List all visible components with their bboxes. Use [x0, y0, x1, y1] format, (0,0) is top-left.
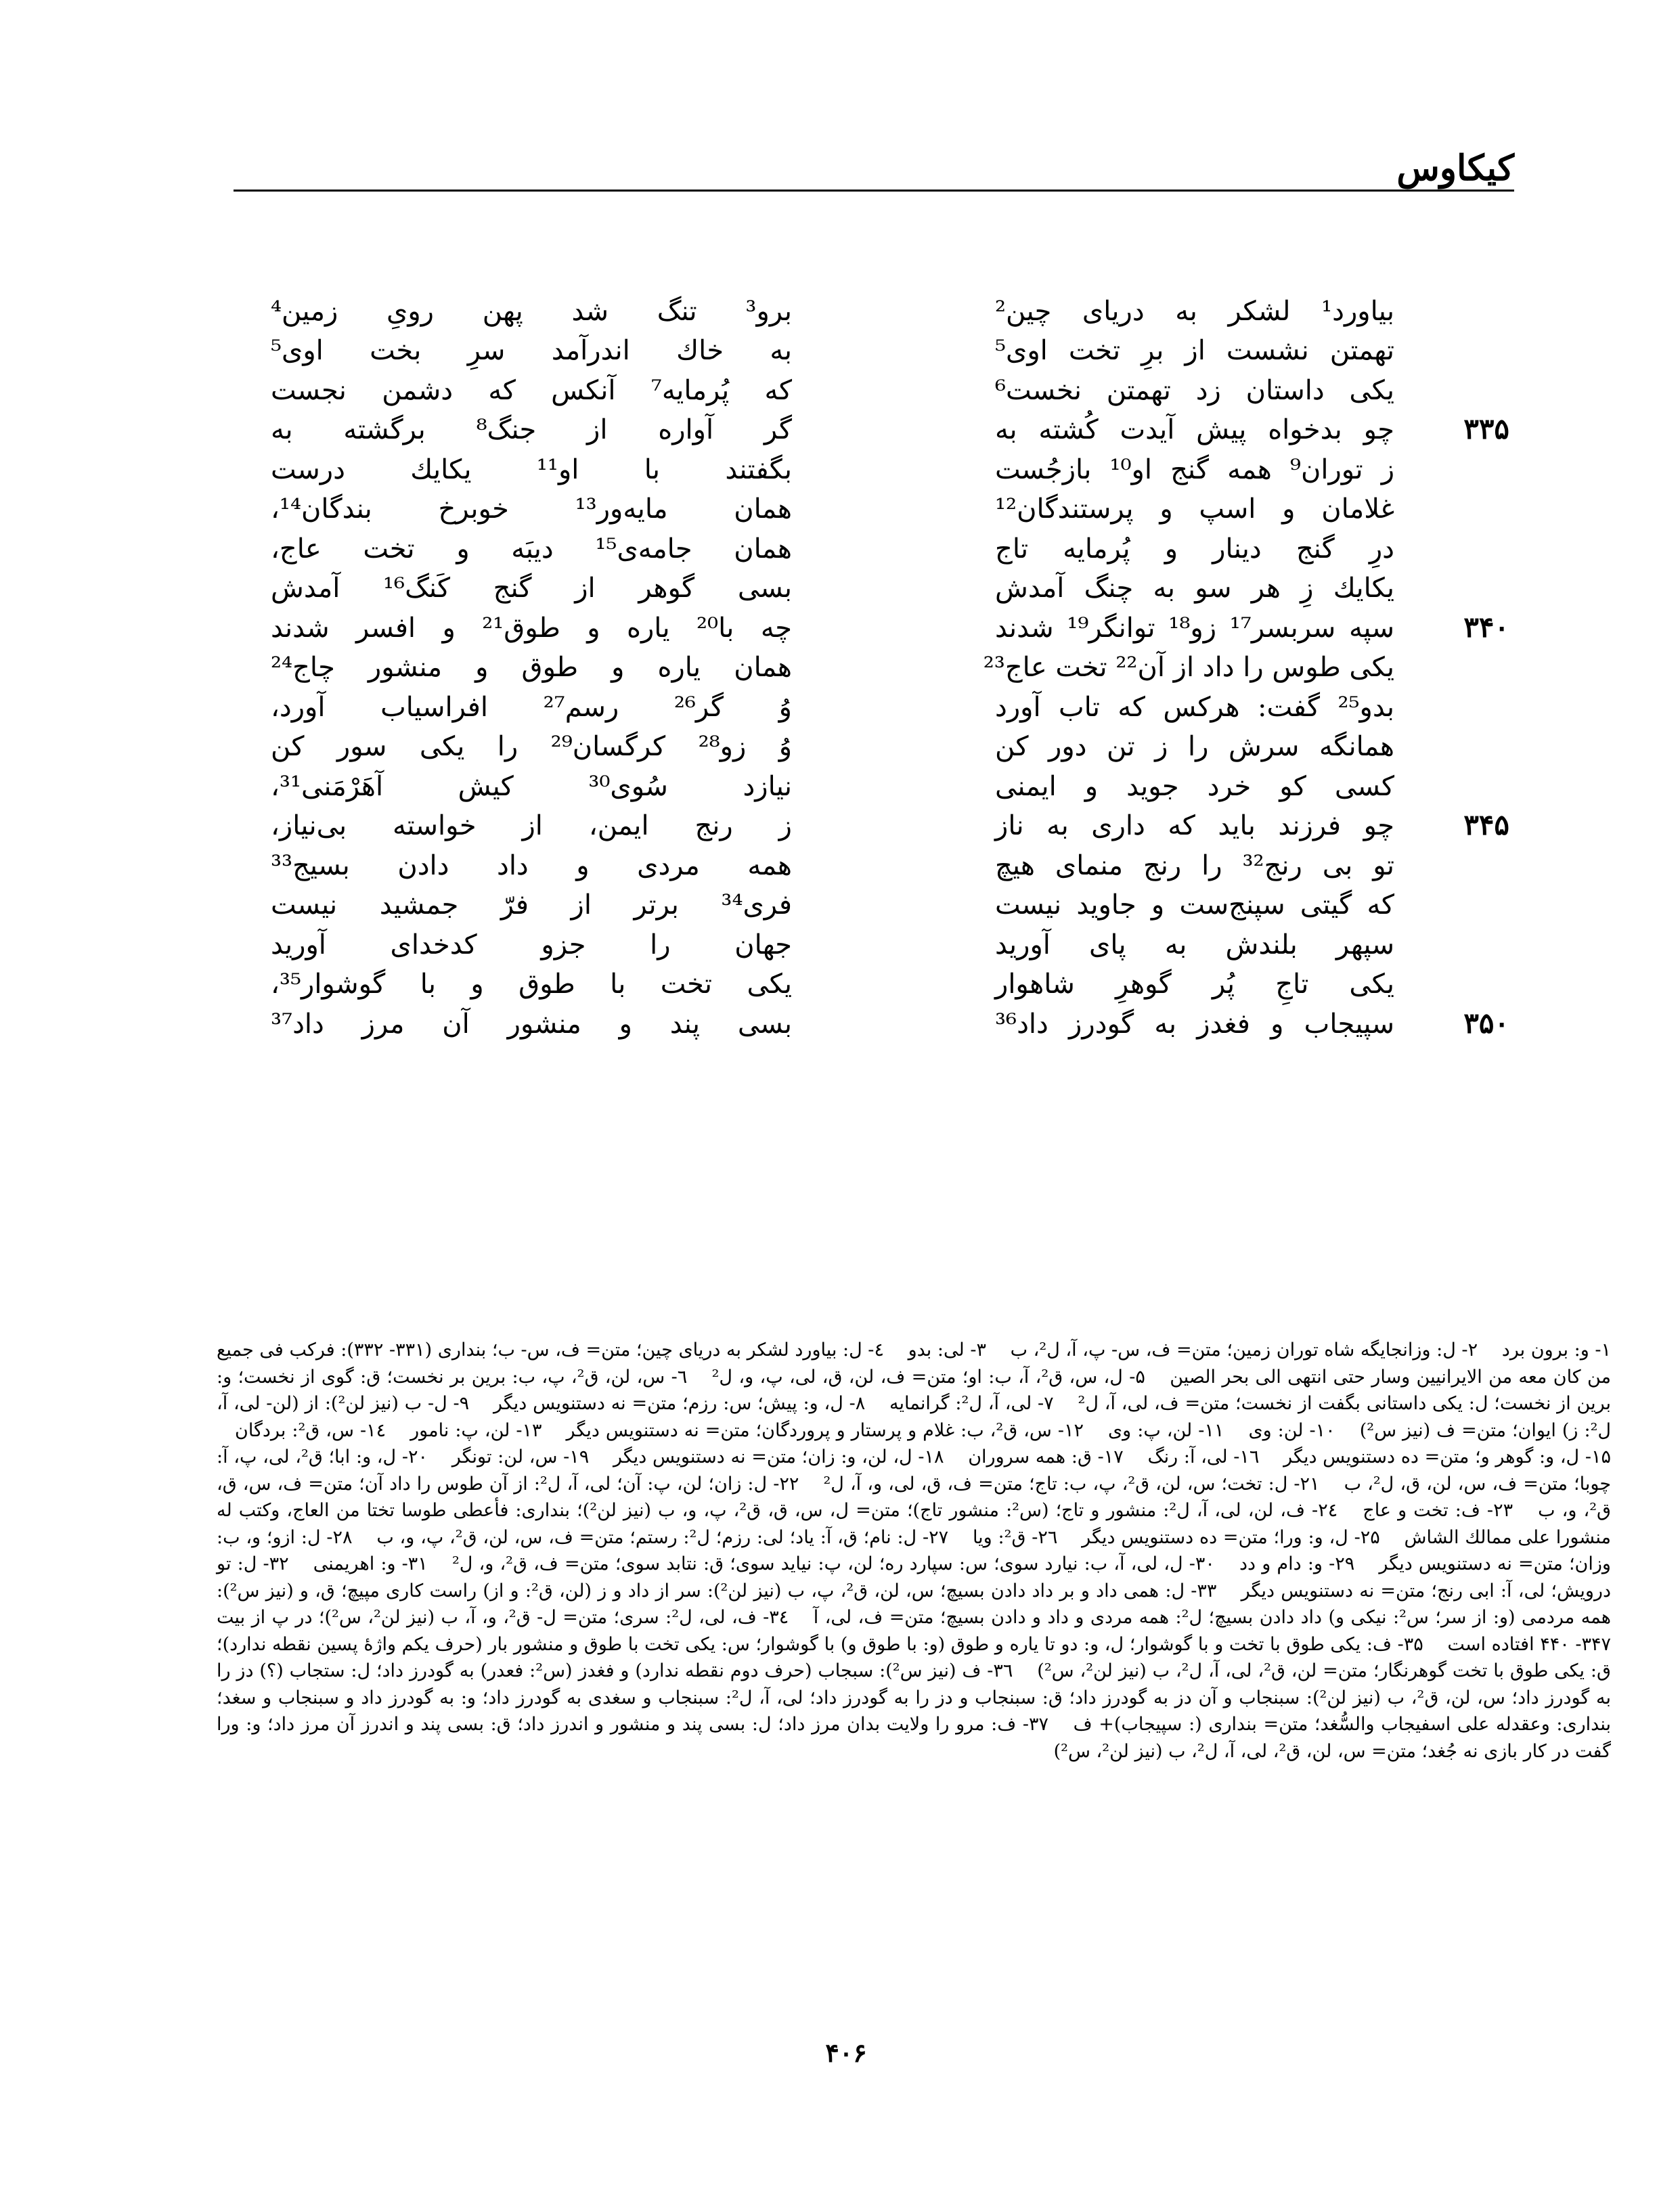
- verse-row: [223, 291, 1509, 331]
- verse-row: [223, 965, 1509, 1004]
- footnote: ۳۰- ل، لی، آ، ب: نیارد سوی؛ س: سپارد ره؛ لن، پ: نیاید سوی؛ ق: نتابد سوی؛ متن= ف، ق²، و، ل²: [451, 1553, 1215, 1574]
- second-hemistich: بسی پند و منشور آن مرز داد³⁷: [271, 1008, 792, 1040]
- chapter-title: کیکاوس: [1396, 148, 1514, 189]
- verse-row: [223, 449, 1509, 489]
- second-hemistich: که پُرمایه⁷ آنکس که دشمن نجست: [271, 374, 792, 406]
- first-hemistich: سپهر بلندش به پای آورید: [995, 929, 1394, 960]
- footnote: ۱۳- لن، پ: نامور: [410, 1419, 542, 1441]
- footnote: ۳۵- ف: یکی طوق با تخت و با گوشوار؛ ل، و: دو تا یاره و طوق (و: با طوق و) با گوشوار؛ س: یکی تخت با طوق و منشور بار (حرف یکم واژهٔ پسین نقطه ندارد)؛ ق: یکی طوق با تخت گوهرنگار؛ متن= لن، ق²، لی، آ، ل²، ب (نیز لن²، س²): [217, 1633, 1611, 1681]
- second-hemistich: همان یاره و طوق و منشور چاج²⁴: [271, 652, 792, 683]
- footnote: ۲۵- ل، و: ورا؛ متن= ده دستنویس دیگر: [1082, 1526, 1380, 1548]
- second-hemistich: همان مایه‌ور¹³ خوبرخ بندگان¹⁴،: [271, 493, 792, 525]
- footnote: ۱٤- س، ق²: بردگان: [235, 1419, 386, 1441]
- footnote: ۸- ل، و: پیش؛ س: رزم؛ متن= نه دستنویس دیگر: [493, 1393, 866, 1414]
- verse-row: [223, 1004, 1509, 1044]
- verse-number: ۳۵۰: [1463, 1006, 1509, 1040]
- first-hemistich: درِ گنج دینار و پُرمایه تاج: [995, 533, 1394, 565]
- verse-number: ۳۴۰: [1463, 610, 1509, 644]
- second-hemistich: چه با²⁰ یاره و طوق²¹ و افسر شدند: [271, 612, 793, 644]
- first-hemistich: یکی تاجِ پُر گوهرِ شاهوار: [995, 969, 1394, 1000]
- footnote: ۳۲- ل: تو درویش؛ لی، آ: ابی رنج؛ متن= نه دستنویس دیگر: [217, 1553, 1611, 1601]
- footnote: ۱٦- لی، آ: رنگ: [1147, 1446, 1260, 1467]
- footnote: ۳٤- ف، لی، ل²: سری؛ متن= ل- ق²، و، آ، ب (نیز لن²، س²)؛ در پ از بیت ۳۴۷- ۴۴۰ افتاده است: [217, 1607, 1611, 1655]
- second-hemistich: وُ گر²⁶ رسم²⁷ افراسیاب آورد،: [271, 691, 792, 723]
- footnote: ۳٦- ف (نیز س²): سبجاب (حرف دوم نقطه ندارد) و فغدز (س²: فعدر) به گودرز داد؛ ل: ستجاب (؟) دز را به گودرز داد؛ س، لن، ق²، ب (نیز لن²): سبنجاب و آن دز به گودرز داد؛ ق: سبنجاب و دز را به گودرز داد؛ لی، آ، ل²: سبنجاب و سغدی به گودرز داد؛ و: به گودرز داد و سبنجاب و سغد؛ بنداری: وعقدله علی اسفیجاب والسُّغد؛ متن= بنداری (: سپیجاب)+ ف: [217, 1660, 1611, 1735]
- first-hemistich: کسی کو خرد جوید و ایمنی: [995, 770, 1394, 802]
- second-hemistich: گر آواره از جنگ⁸ برگشته به: [271, 414, 792, 445]
- footnote: ۲۱- ل: تخت؛ س، لن، ق²، پ، ب: تاج؛ متن= ف، ق، لی، و، آ، ل²: [823, 1473, 1320, 1495]
- second-hemistich: وُ زو²⁸ کرگسان²⁹ را یکی سور کن: [271, 731, 793, 762]
- footnote: ۳۱- و: اهریمنی: [313, 1553, 428, 1574]
- footnote: ۱۲- س، ق²، ب: غلام و پرستار و پروردگان؛ متن= نه دستنویس دیگر: [566, 1419, 1084, 1441]
- footnote: ۱- و: برون برد: [1501, 1340, 1612, 1361]
- first-hemistich: یکی داستان زد تهمتن نخست⁶: [995, 374, 1394, 406]
- verse-row: [223, 727, 1509, 767]
- footnote: ۷- لی، آ، ل²: گرانمایه: [889, 1393, 1054, 1414]
- footnote: ۳- لی: بدو: [908, 1340, 986, 1361]
- verse-row: [223, 648, 1509, 688]
- second-hemistich: جهان را جزو کدخدای آورید: [271, 929, 792, 960]
- second-hemistich: بسی گوهر از گنج کَنگ¹⁶ آمدش: [271, 573, 792, 604]
- verse-row: [223, 806, 1509, 846]
- second-hemistich: فری³⁴ برتر از فرّ جمشید نیست: [271, 889, 792, 921]
- footnote: ٤- ل: بیاورد لشکر به دریای چین؛ متن= ف، س- ب؛ بنداری (۳۳۱- ۳۳۲): فرکب فی جمیع من کان معه من الایرانیین وسار حتی انتهی الی بحر الصین: [217, 1340, 1612, 1388]
- first-hemistich: یکایك زِ هر سو به چنگ آمدش: [995, 573, 1394, 604]
- first-hemistich: همانگه سرش را ز تن دور کن: [995, 731, 1394, 762]
- verse-row: [223, 925, 1509, 965]
- footnote: ۲۸- ل: ازو؛ و، ب: وزان؛ متن= نه دستنویس دیگر: [217, 1526, 1611, 1574]
- verse-row: [223, 489, 1509, 529]
- footnote: ۲۰- ل، و: ابا؛ ق²، لی، پ، آ: چوبا؛ متن= ف، س، لن، ق، ل²، ب: [217, 1446, 1612, 1495]
- first-hemistich: سپه سربسر¹⁷ زو¹⁸ توانگر¹⁹ شدند: [995, 612, 1395, 644]
- first-hemistich: ز توران⁹ همه گنج او¹⁰ بازجُست: [995, 454, 1395, 485]
- first-hemistich: چو فرزند باید که داری به ناز: [995, 810, 1394, 841]
- verse-number: ۳۳۵: [1463, 412, 1509, 445]
- first-hemistich: بیاورد¹ لشکر به دریای چین²: [995, 295, 1394, 327]
- footnote: ۱۰- لن: وی: [1248, 1419, 1335, 1441]
- second-hemistich: بگفتند با او¹¹ یکایك درست: [271, 454, 792, 485]
- first-hemistich: غلامان و اسپ و پرستندگان¹²: [995, 493, 1394, 525]
- footnote: ۲۹- و: دام و دد: [1239, 1553, 1355, 1574]
- footnote: ۲- ل: وزانجایگه شاه توران زمین؛ متن= ف، س- پ، آ، ل²، ب: [1010, 1340, 1478, 1361]
- page-number: ۴۰۶: [825, 2037, 867, 2068]
- verse-row: [223, 845, 1509, 885]
- verse-row: [223, 331, 1509, 371]
- first-hemistich: چو بدخواه پیش آیدت کُشته به: [995, 414, 1394, 445]
- second-hemistich: ز رنج ایمن، از خواسته بی‌نیاز،: [271, 810, 792, 841]
- footnote: ۱۵- ل، و: گوهر و؛ متن= ده دستنویس دیگر: [1283, 1446, 1611, 1467]
- second-hemistich: همه مردی و داد دادن بسیج³³: [271, 849, 792, 881]
- first-hemistich: بدو²⁵ گفت: هرکس که تاب آورد: [995, 691, 1394, 723]
- footnote: ۲٤- ف، لن، لی، آ، ل²: منشور و تاج؛ (س²: منشور تاج)؛ متن= ل، س، ق، ق²، پ، و، ب (نیز لن²)؛ بنداری: فأعطی طوسا تختا من العاج، وکتب له منشورا علی ممالك الشاش: [217, 1500, 1611, 1548]
- second-hemistich: به خاك اندرآمد سرِ بخت اوی⁵: [271, 335, 792, 366]
- header-rule: [234, 190, 1514, 192]
- poem-body: [223, 291, 1509, 1044]
- verse-row: [223, 687, 1509, 727]
- second-hemistich: همان جامه‌ی¹⁵ دیبَه و تخت عاج،: [271, 533, 792, 565]
- verse-row: [223, 885, 1509, 925]
- first-hemistich: یکی طوس را داد از آن²² تخت عاج²³: [983, 652, 1394, 683]
- footnote: ۲٦- ق²: ویا: [972, 1526, 1058, 1548]
- verse-row: [223, 766, 1509, 806]
- second-hemistich: نیازد سُوی³⁰ کیش آهَرْمَنی³¹،: [271, 770, 792, 802]
- footnote: ۱۹- س، لن: تونگر: [451, 1446, 590, 1467]
- second-hemistich: برو³ تنگ شد پهن رویِ زمین⁴: [271, 295, 792, 327]
- footnote: ۹- ل- ب (نیز لن²): از (لن- لی، آ، ل²: ز) ایوان؛ متن= ف (نیز س²): [217, 1393, 1612, 1441]
- footnote: ۲۳- ف: تخت و عاج: [1363, 1500, 1513, 1521]
- verse-row: [223, 410, 1509, 450]
- verse-number: ۳۴۵: [1463, 808, 1509, 841]
- footnote: ۵- ل، س، ق²، آ، ب: او؛ متن= ف، لن، ق، لی، پ، و، ل²: [711, 1366, 1145, 1388]
- verse-row: [223, 529, 1509, 569]
- footnotes: [217, 1337, 1611, 1765]
- verse-row: [223, 608, 1509, 648]
- footnote: ۲۷- ل: نام؛ ق، آ: یاد؛ لی: رزم؛ ل²: رستم؛ متن= ف، س، لن، ق²، پ، و، ب: [376, 1526, 949, 1548]
- first-hemistich: تهمتن نشست از برِ تخت اوی⁵: [995, 335, 1394, 366]
- footnote: ۱۱- لن، پ: وی: [1108, 1419, 1224, 1441]
- footnote: ٦- س، لن، ق²، پ، ب: برین بر نخست؛ ق: گوی از نخست؛ و: برین از نخست؛ ل: یکی داستانی بگفت از نخست؛ متن= ف، لی، آ، ل²: [217, 1366, 1611, 1414]
- verse-row: [223, 370, 1509, 410]
- footnote: ۳۷- ف: مرو را ولایت بدان مرز داد؛ ل: بسی پند و منشور و اندرز داد؛ ق: بسی پند و اندرز آن مرز داد؛ و: ورا گفت در کار بازی نه جُغد؛ متن= س، لن، ق²، لی، آ، ل²، ب (نیز لن²، س²): [217, 1714, 1611, 1762]
- second-hemistich: یکی تخت با طوق و با گوشوار³⁵،: [271, 969, 792, 1000]
- verse-row: [223, 569, 1509, 609]
- footnote: ۱۷- ق: همه سروران: [968, 1446, 1124, 1467]
- footnote: ۱۸- ل، لن، و: زان؛ متن= نه دستنویس دیگر: [613, 1446, 944, 1467]
- footnote: ۳۳- ل: همی داد و بر داد دادن بسیچ؛ س، لن، ق²، پ، ب (نیز لن²): سر از داد و ز (لن، ق²: و از) راست کاری مپیچ؛ ق، و (نیز س²): همه مردمی (و: از سر؛ س²: نیکی و) داد دادن بسیچ؛ ل²: همه مردی و داد و دادن بسیچ؛ متن= ف، لی، آ: [217, 1580, 1612, 1628]
- footnote: ۲۲- ل: زان؛ لن، پ: آن؛ لی، آ، ل²: از آن طوس را داد آن؛ متن= ف، س، ق، ق²، و، ب: [217, 1473, 1611, 1521]
- first-hemistich: که گیتی سپنج‌ست و جاوید نیست: [995, 889, 1394, 921]
- first-hemistich: تو بی رنج³² را رنج منمای هیچ: [995, 849, 1394, 881]
- first-hemistich: سپیجاب و فغدز به گودرز داد³⁶: [995, 1008, 1394, 1040]
